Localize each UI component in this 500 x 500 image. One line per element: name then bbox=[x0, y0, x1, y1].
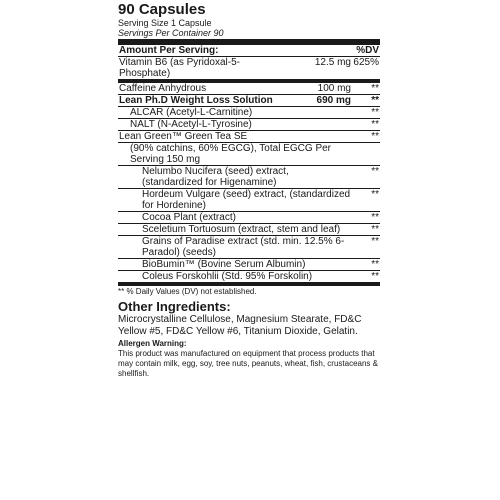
nutrient-amount: 100 mg bbox=[317, 83, 351, 94]
servings-per-container: Servings Per Container 90 bbox=[118, 28, 224, 38]
allergen-warning-heading: Allergen Warning: bbox=[118, 339, 187, 348]
ingredient-row bbox=[118, 143, 380, 166]
blend-dv: ** bbox=[371, 95, 379, 106]
other-ingredients-heading: Other Ingredients: bbox=[118, 299, 231, 314]
ingredient-dv bbox=[351, 143, 380, 165]
ingredient-dv: ** bbox=[371, 224, 379, 235]
ingredient-dv: ** bbox=[371, 259, 379, 270]
ingredient-name: BioBumin™ (Bovine Serum Albumin) bbox=[142, 259, 306, 270]
ingredient-row bbox=[118, 166, 380, 189]
nutrient-row-vitamin-b6 bbox=[118, 57, 380, 80]
table-header bbox=[118, 45, 380, 57]
amount-per-serving-heading: Amount Per Serving: bbox=[119, 45, 219, 56]
ingredient-name: Cocoa Plant (extract) bbox=[142, 212, 236, 223]
ingredient-row bbox=[118, 107, 380, 119]
ingredient-name: ALCAR (Acetyl-L-Carnitine) bbox=[130, 107, 253, 118]
ingredient-name: Nelumbo Nucifera (seed) extract, (standardized for Higenamine) bbox=[142, 166, 289, 188]
supplement-facts-label bbox=[118, 0, 380, 379]
ingredient-name: (90% catchins, 60% EGCG), Total EGCG Per Serving 150 mg bbox=[130, 143, 332, 165]
ingredient-name: NALT (N-Acetyl-L-Tyrosine) bbox=[130, 119, 252, 130]
daily-value-footnote: ** % Daily Values (DV) not established. bbox=[118, 287, 257, 296]
nutrient-dv: ** bbox=[371, 83, 379, 94]
ingredient-dv: ** bbox=[371, 236, 379, 247]
medium-divider bbox=[118, 283, 380, 286]
ingredient-row bbox=[118, 189, 380, 212]
ingredient-name: Lean Green™ Green Tea SE bbox=[119, 131, 248, 142]
nutrient-dv: 625% bbox=[353, 57, 379, 68]
other-ingredients-text: Microcrystalline Cellulose, Magnesium Stearate, FD&C Yellow #5, FD&C Yellow #6, Titanium Dioxide, Gelatin. bbox=[118, 314, 362, 337]
ingredient-row bbox=[118, 259, 380, 271]
ingredient-row bbox=[118, 212, 380, 224]
nutrient-name: Caffeine Anhydrous bbox=[119, 83, 207, 94]
blend-row bbox=[118, 95, 380, 107]
serving-size: Serving Size 1 Capsule bbox=[118, 18, 212, 28]
ingredient-dv: ** bbox=[371, 189, 379, 200]
nutrient-row-caffeine bbox=[118, 83, 380, 95]
ingredient-name: Grains of Paradise extract (std. min. 12.5% 6-Paradol) (seeds) bbox=[142, 236, 345, 258]
ingredient-name: Hordeum Vulgare (seed) extract, (standardized for Hordenine) bbox=[142, 189, 351, 211]
ingredient-row bbox=[118, 224, 380, 236]
ingredient-dv: ** bbox=[371, 131, 379, 142]
ingredient-dv: ** bbox=[371, 271, 379, 282]
blend-amount: 690 mg bbox=[316, 95, 351, 106]
ingredient-row bbox=[118, 271, 380, 283]
ingredient-row bbox=[118, 131, 380, 143]
ingredient-dv: ** bbox=[371, 119, 379, 130]
blend-name: Lean Ph.D Weight Loss Solution bbox=[119, 95, 273, 106]
nutrient-name: Vitamin B6 (as Pyridoxal-5-Phosphate) bbox=[119, 57, 240, 79]
nutrient-amount: 12.5 mg bbox=[314, 57, 351, 68]
ingredient-dv: ** bbox=[371, 107, 379, 118]
capsule-count-title: 90 Capsules bbox=[118, 1, 206, 18]
dv-heading: %DV bbox=[356, 45, 379, 56]
ingredient-row bbox=[118, 119, 380, 131]
ingredient-row bbox=[118, 236, 380, 259]
ingredient-dv: ** bbox=[371, 212, 379, 223]
ingredient-name: Coleus Forskohlii (Std. 95% Forskolin) bbox=[142, 271, 313, 282]
ingredient-dv: ** bbox=[371, 166, 379, 177]
ingredient-name: Sceletium Tortuosum (extract, stem and leaf) bbox=[142, 224, 341, 235]
allergen-warning-text: This product was manufactured on equipment that process products that may contain milk, egg, soy, tree nuts, peanuts, wheat, fish, crustaceans & shellfish. bbox=[118, 349, 378, 378]
